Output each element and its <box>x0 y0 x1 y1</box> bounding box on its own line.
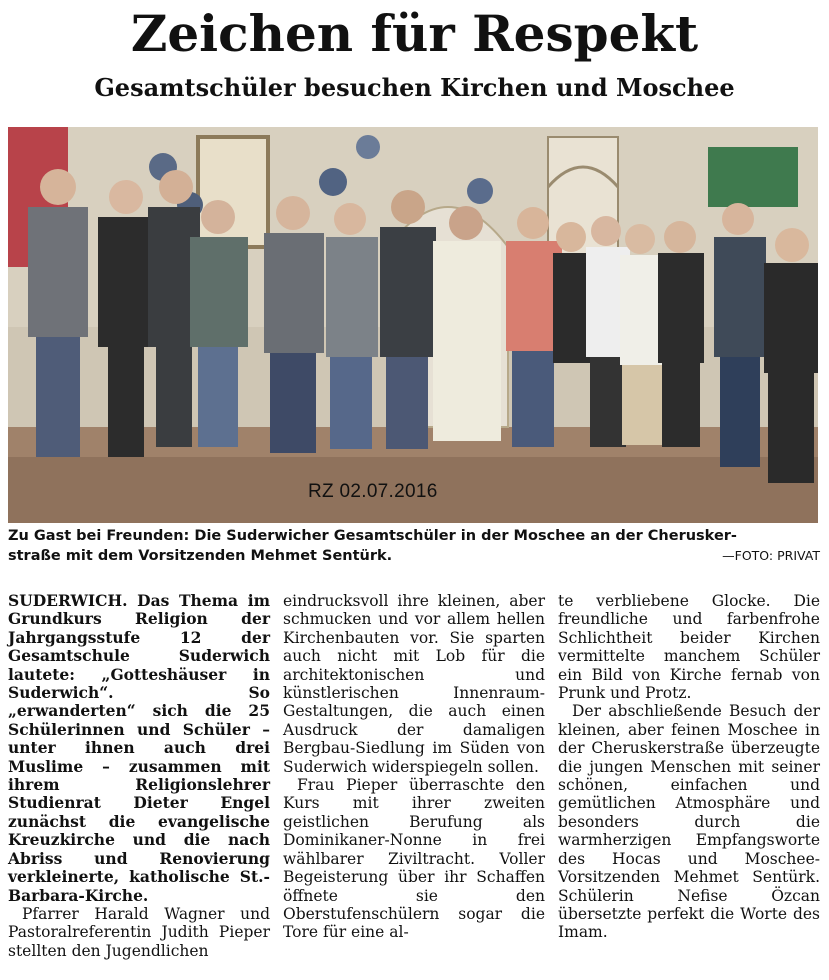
date-stamp: RZ 02.07.2016 <box>308 481 438 502</box>
article-paragraph: Pfarrer Harald Wagner und Pastoralreferentin Judith Pieper stellten den Jugendlichen <box>8 904 270 960</box>
photo-caption <box>8 526 820 566</box>
article-column-2 <box>283 592 545 942</box>
photo-credit: —FOTO: PRIVAT <box>722 548 820 563</box>
caption-line-2: straße mit dem Vorsitzenden Mehmet Sentürk. <box>8 548 393 564</box>
article-paragraph: eindrucksvoll ihre kleinen, aber schmucken und vor allem hellen Kirchenbauten vor. Sie sparten auch nicht mit Lob für die architektonischen und künstlerischen Innenraum-Gestaltungen, die auch einen Ausdruck der damaligen Bergbau-Siedlung im Süden von Suderwich widerspiegeln sollen. <box>283 592 545 776</box>
article-paragraph: Frau Pieper überraschte den Kurs mit ihrer zweiten geistlichen Berufung als Dominikaner-Nonne in frei wählbarer Ziviltracht. Voller Begeisterung über ihr Schaffen öffnete sie den Oberstufenschülern sogar die Tore für eine al- <box>283 776 545 942</box>
article-column-1 <box>8 592 270 960</box>
mosque-group-illustration <box>8 127 818 523</box>
headline: Zeichen für Respekt <box>130 4 699 63</box>
dateline: SUDERWICH. <box>8 591 128 610</box>
article-paragraph: te verbliebene Glocke. Die freundliche und farbenfrohe Schlichtheit beider Kirchen vermittelte manchem Schüler ein Bild von Kirche fernab von Prunk und Protz. <box>558 592 820 703</box>
article-column-3 <box>558 592 820 942</box>
caption-line-1: Zu Gast bei Freunden: Die Suderwicher Gesamtschüler in der Moschee an der Cherusker- <box>8 528 737 544</box>
caption-line-2-row <box>8 546 820 566</box>
group-photo <box>8 127 818 523</box>
article-paragraph: Der abschließende Besuch der kleinen, aber feinen Moschee in der Cheruskerstraße überzeugte die jungen Menschen mit seiner schönen, einfachen und gemütlichen Atmosphäre und besonders durch die warmherzigen Empfangsworte des Hocas und Moschee-Vorsitzenden Mehmet Sentürk. Schülerin Nefise Özcan übersetzte perfekt die Worte des Imam. <box>558 702 820 942</box>
subheadline: Gesamtschüler besuchen Kirchen und Moschee <box>94 73 735 102</box>
lead-text: Das Thema im Grundkurs Religion der Jahrgangsstufe 12 der Gesamtschule Suderwich lautete: „Gotteshäuser in Suderwich“. So „erwanderten“ sich die 25 Schülerinnen und Schüler – unter ihnen auch drei Muslime – zusammen mit ihrem Religionslehrer Studienrat Dieter Engel zunächst die evangelische Kreuzkirche und die nach Abriss und Renovierung verkleinerte, katholische St.-Barbara-Kirche. <box>8 591 270 905</box>
article-lead-paragraph <box>8 592 270 905</box>
